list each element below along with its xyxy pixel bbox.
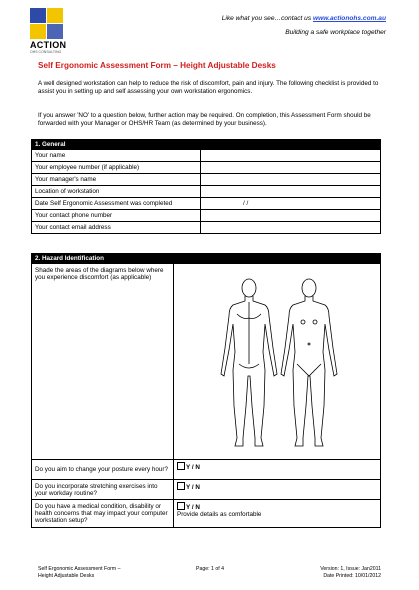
table-row xyxy=(32,198,381,210)
yes-no-answer[interactable] xyxy=(174,460,381,480)
employee-number-field[interactable] xyxy=(201,162,381,174)
table-row xyxy=(32,460,381,480)
logo-square-3 xyxy=(30,24,46,39)
intro-paragraph-2: If you answer 'NO' to a question below, further action may be required. On completion, this Assessment Form should be forwarded with your Manager or OHS/HR Team (as determined by your business). xyxy=(38,112,371,127)
general-table xyxy=(31,139,381,234)
hazard-table xyxy=(31,253,381,528)
field-label: Location of workstation xyxy=(32,186,201,198)
table-row xyxy=(32,162,381,174)
location-field[interactable] xyxy=(201,186,381,198)
table-row xyxy=(32,186,381,198)
hazard-heading-row xyxy=(32,254,381,264)
footer-right xyxy=(320,566,381,579)
name-field[interactable] xyxy=(201,150,381,162)
logo-name: ACTION xyxy=(30,40,67,50)
company-logo xyxy=(30,8,70,44)
table-row xyxy=(32,174,381,186)
question-label: Do you have a medical condition, disability or health concerns that may impact your computer workstation setup? xyxy=(32,500,174,528)
logo-square-2 xyxy=(47,8,63,23)
checkbox-icon[interactable] xyxy=(177,482,185,490)
yes-no-label: Y / N xyxy=(186,464,200,471)
field-label: Date Self Ergonomic Assessment was completed xyxy=(32,198,201,210)
logo-square-4 xyxy=(47,24,63,39)
general-heading: 1. General xyxy=(32,140,381,150)
footer-date-printed: Date Printed: 10/01/2012 xyxy=(323,572,381,579)
form-title: Self Ergonomic Assessment Form – Height Adjustable Desks xyxy=(38,61,276,70)
general-heading-row xyxy=(32,140,381,150)
details-note: Provide details as comfortable xyxy=(177,511,262,518)
footer-version: Version: 1, Issue: Jan2011 xyxy=(320,566,381,572)
checkbox-icon[interactable] xyxy=(177,502,185,510)
yes-no-label: Y / N xyxy=(186,484,200,491)
table-row xyxy=(32,150,381,162)
yes-no-answer[interactable] xyxy=(174,500,381,528)
logo-square-1 xyxy=(30,8,46,23)
body-diagram-cell[interactable] xyxy=(174,264,381,460)
website-link[interactable]: www.actionohs.com.au xyxy=(312,15,386,22)
field-label: Your manager's name xyxy=(32,174,201,186)
body-diagrams-icon[interactable] xyxy=(177,268,377,456)
yes-no-label: Y / N xyxy=(186,504,200,511)
field-label: Your contact phone number xyxy=(32,210,201,222)
table-row xyxy=(32,480,381,500)
email-field[interactable] xyxy=(201,222,381,234)
field-label: Your contact email address xyxy=(32,222,201,234)
front-view-figure-icon xyxy=(281,279,337,446)
intro-paragraph-1: A well designed workstation can help to reduce the risk of discomfort, pain and injury. The following checklist is provided to assist you in setting up and self assessing your own workstation ergonomics. xyxy=(38,80,379,95)
date-field[interactable]: / / xyxy=(201,198,381,210)
logo-subtitle: OHS CONSULTING xyxy=(30,50,62,54)
footer-left xyxy=(38,566,120,579)
field-label: Your name xyxy=(32,150,201,162)
diagram-instructions: Shade the areas of the diagrams below where you experience discomfort (as applicable) xyxy=(32,264,174,460)
footer-doc-name-1: Self Ergonomic Assessment Form – xyxy=(38,566,121,572)
tagline xyxy=(222,15,386,22)
diagram-row xyxy=(32,264,381,460)
manager-name-field[interactable] xyxy=(201,174,381,186)
checkbox-icon[interactable] xyxy=(177,462,185,470)
question-label: Do you incorporate stretching exercises into your workday routine? xyxy=(32,480,174,500)
tagline-secondary: Building a safe workplace together xyxy=(285,29,386,36)
table-row xyxy=(32,210,381,222)
table-row xyxy=(32,500,381,528)
table-row xyxy=(32,222,381,234)
phone-field[interactable] xyxy=(201,210,381,222)
back-view-figure-icon xyxy=(221,279,277,446)
footer-doc-name-2: Height Adjustable Desks xyxy=(38,572,95,579)
hazard-heading: 2. Hazard Identification xyxy=(32,254,381,264)
yes-no-answer[interactable] xyxy=(174,480,381,500)
question-label: Do you aim to change your posture every hour? xyxy=(32,460,174,480)
tagline-prefix: Like what you see…contact us xyxy=(221,15,313,22)
field-label: Your employee number (if applicable) xyxy=(32,162,201,174)
footer-page-number: Page: 1 of 4 xyxy=(196,566,224,572)
